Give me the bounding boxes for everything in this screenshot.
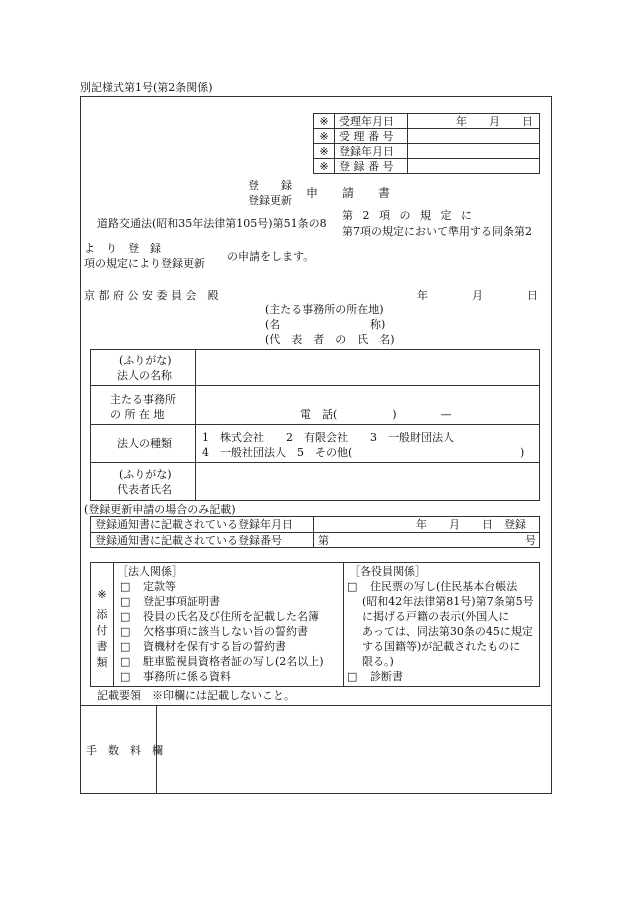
attachments-side-3: 書	[96, 640, 108, 653]
instructions: 記載要領 ※印欄には記載しないこと。	[97, 689, 295, 702]
officer-attachment-line: 限る。)	[362, 655, 394, 668]
checkbox-icon[interactable]: □	[120, 625, 131, 638]
applicant-name-open: (名	[265, 318, 281, 331]
corp-attachment-item[interactable]: □ 資機材を保有する旨の誓約書	[120, 640, 286, 653]
applicant-name-close: 称)	[370, 318, 386, 331]
heading-suffix: 申 請 書	[306, 186, 391, 200]
heading-option-renewal: 登録更新	[248, 194, 292, 207]
renewal-date-label: 登録通知書に記載されている登録年月日	[95, 518, 293, 531]
checkbox-icon[interactable]: □	[347, 670, 358, 683]
officer-attachment-line: (昭和42年法律第81号)第7条第5号	[362, 595, 534, 608]
checkbox-icon[interactable]: □	[120, 670, 131, 683]
office-label: 登録年月日	[335, 144, 408, 159]
office-value[interactable]: 年 月 日	[408, 114, 540, 129]
corp-type-other-close: )	[520, 446, 525, 459]
officer-attachments-header: ［各役員関係］	[349, 565, 426, 578]
rep-name-field[interactable]	[197, 464, 537, 499]
phone-field[interactable]: 電 話( ) —	[300, 408, 452, 421]
body-line2-right: の申請をします。	[227, 250, 315, 263]
addressee: 京 都 府 公 安 委 員 会 殿	[84, 289, 219, 302]
checkbox-icon[interactable]: □	[120, 580, 131, 593]
corp-attachment-item[interactable]: □ 駐車監視員資格者証の写し(2名以上)	[120, 655, 324, 668]
renewal-number-prefix: 第	[318, 534, 329, 547]
body-line1-left: 道路交通法(昭和35年法律第105号)第51条の8	[97, 217, 327, 230]
attachments-mark: ※	[97, 588, 107, 601]
checkbox-icon[interactable]: □	[120, 610, 131, 623]
checkbox-icon[interactable]: □	[120, 655, 131, 668]
corp-type-options-1[interactable]: 1 株式会社 2 有限会社 3 一般財団法人	[202, 431, 454, 444]
body-line2-left-a: よ り 登 録	[84, 242, 161, 255]
corp-attachment-item[interactable]: □ 欠格事項に該当しない旨の誓約書	[120, 625, 308, 638]
officer-attachment-item[interactable]: □ 診断書	[347, 670, 403, 683]
corp-type-label: 法人の種類	[117, 437, 172, 450]
corp-name-field[interactable]	[197, 351, 537, 383]
renewal-number-label: 登録通知書に記載されている登録番号	[95, 534, 282, 547]
office-use-table	[313, 113, 540, 174]
body-line1-right-b: 第7項の規定において準用する同条第2	[342, 225, 532, 238]
fee-label: 手 数 料 欄	[86, 744, 163, 757]
applicant-address-label: (主たる事務所の所在地)	[265, 303, 384, 316]
office-address-label-2: の 所 在 地	[110, 408, 165, 421]
office-address-label-1: 主たる事務所	[110, 393, 176, 406]
office-mark: ※	[314, 114, 335, 129]
attachments-side-1: 添	[96, 608, 108, 621]
application-date[interactable]: 年 月 日	[417, 289, 538, 302]
checkbox-icon[interactable]: □	[120, 595, 131, 608]
heading-option-register: 登 録	[248, 179, 292, 192]
corp-attachments-header: ［法人関係］	[117, 565, 183, 578]
officer-attachment-line: あっては、同法第30条の45に規定	[362, 625, 533, 638]
office-value[interactable]	[408, 144, 540, 159]
office-mark: ※	[314, 129, 335, 144]
attachments-side-4: 類	[96, 656, 108, 669]
corp-attachment-item[interactable]: □ 役員の氏名及び住所を記載した名簿	[120, 610, 319, 623]
office-label: 受 理 番 号	[335, 129, 408, 144]
office-label: 受理年月日	[335, 114, 408, 129]
office-mark: ※	[314, 144, 335, 159]
office-mark: ※	[314, 159, 335, 174]
renewal-note: (登録更新申請の場合のみ記載)	[84, 503, 236, 516]
checkbox-icon[interactable]: □	[347, 580, 358, 593]
checkbox-icon[interactable]: □	[120, 640, 131, 653]
body-line1-right-a: 第 2 項 の 規 定 に	[342, 209, 472, 222]
corp-attachment-item[interactable]: □ 登記事項証明書	[120, 595, 220, 608]
officer-attachment-line: に掲げる戸籍の表示(外国人に	[362, 610, 510, 623]
body-line2-left-b: 項の規定により登録更新	[84, 257, 205, 270]
office-value[interactable]	[408, 129, 540, 144]
office-label: 登 録 番 号	[335, 159, 408, 174]
officer-attachment-item[interactable]: □ 住民票の写し(住民基本台帳法	[347, 580, 518, 593]
furigana-corp-label: (ふりがな)	[119, 354, 172, 367]
renewal-date-value[interactable]: 年 月 日 登録	[416, 518, 526, 531]
corp-attachment-item[interactable]: □ 事務所に係る資料	[120, 670, 231, 683]
fee-stamp-area[interactable]	[158, 707, 550, 792]
corp-type-options-2[interactable]: 4 一般社団法人 5 その他(	[202, 446, 353, 459]
form-title: 別記様式第1号(第2条関係)	[80, 81, 213, 94]
attachments-side-2: 付	[96, 624, 108, 637]
applicant-rep-label: (代 表 者 の 氏 名)	[265, 333, 395, 346]
officer-attachment-line: する国籍等)が記載されたものに	[362, 640, 521, 653]
corp-attachment-item[interactable]: □ 定款等	[120, 580, 176, 593]
renewal-number-suffix: 号	[525, 534, 536, 547]
corp-name-label: 法人の名称	[117, 369, 172, 382]
office-value[interactable]	[408, 159, 540, 174]
rep-name-label: 代表者氏名	[117, 483, 172, 496]
furigana-rep-label: (ふりがな)	[119, 468, 172, 481]
